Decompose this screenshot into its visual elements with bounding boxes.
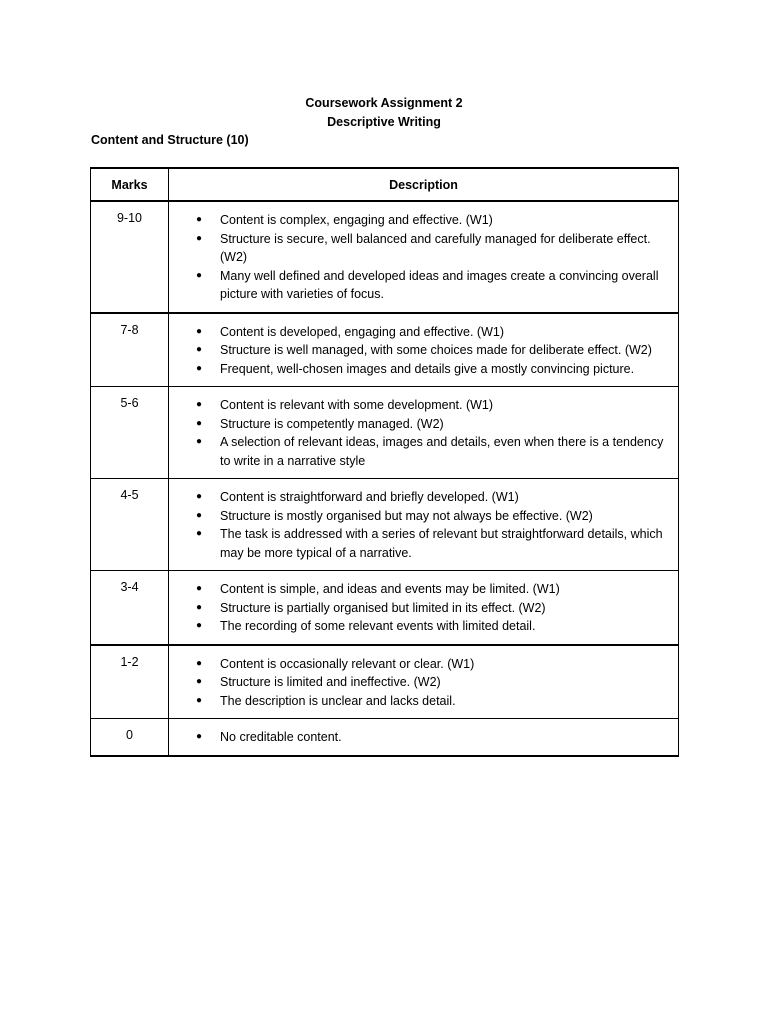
criteria-item: ● Structure is mostly organised but may not always be effective. (W2)	[169, 507, 670, 526]
table-row	[91, 201, 679, 313]
table-row	[91, 313, 679, 387]
marks-cell: 4-5	[91, 479, 169, 571]
title-line-1: Coursework Assignment 2	[305, 96, 463, 110]
criteria-list	[169, 580, 670, 636]
table-row	[91, 719, 679, 756]
criteria-item: ● Content is developed, engaging and effective. (W1)	[169, 323, 670, 342]
criteria-list	[169, 728, 670, 747]
marking-rubric-table	[90, 167, 679, 757]
criteria-item: ● Content is straightforward and briefly developed. (W1)	[169, 488, 670, 507]
marks-cell: 9-10	[91, 201, 169, 313]
marks-cell: 0	[91, 719, 169, 756]
table-row	[91, 387, 679, 479]
title-line-2: Descriptive Writing	[327, 115, 441, 129]
criteria-item: ● Structure is limited and ineffective. (W2)	[169, 673, 670, 692]
table-row	[91, 645, 679, 719]
marks-column-header: Marks	[91, 168, 169, 201]
criteria-item: ● Many well defined and developed ideas and images create a convincing overall picture with varieties of focus.	[169, 267, 670, 304]
criteria-item: ● Frequent, well-chosen images and details give a mostly convincing picture.	[169, 360, 670, 379]
description-cell	[169, 479, 679, 571]
page-title	[0, 94, 768, 132]
criteria-item: ● The task is addressed with a series of relevant but straightforward details, which may be more typical of a narrative.	[169, 525, 670, 562]
criteria-list	[169, 488, 670, 562]
criteria-item: ● Content is complex, engaging and effective. (W1)	[169, 211, 670, 230]
table-row	[91, 571, 679, 645]
criteria-item: ● Structure is competently managed. (W2)	[169, 415, 670, 434]
criteria-list	[169, 396, 670, 470]
table-header-row	[91, 168, 679, 201]
description-cell	[169, 571, 679, 645]
description-cell	[169, 719, 679, 756]
criteria-item: ● Structure is partially organised but limited in its effect. (W2)	[169, 599, 670, 618]
criteria-item: ● Structure is secure, well balanced and carefully managed for deliberate effect. (W2)	[169, 230, 670, 267]
criteria-item: ● Content is relevant with some development. (W1)	[169, 396, 670, 415]
marks-cell: 1-2	[91, 645, 169, 719]
criteria-item: ● Content is occasionally relevant or clear. (W1)	[169, 655, 670, 674]
criteria-item: ● Content is simple, and ideas and events may be limited. (W1)	[169, 580, 670, 599]
criteria-list	[169, 323, 670, 379]
description-cell	[169, 387, 679, 479]
criteria-list	[169, 211, 670, 304]
description-cell	[169, 201, 679, 313]
table-body	[91, 201, 679, 756]
criteria-item: ● The recording of some relevant events with limited detail.	[169, 617, 670, 636]
criteria-item: ● A selection of relevant ideas, images and details, even when there is a tendency to write in a narrative style	[169, 433, 670, 470]
table-row	[91, 479, 679, 571]
criteria-item: ● Structure is well managed, with some choices made for deliberate effect. (W2)	[169, 341, 670, 360]
marks-cell: 5-6	[91, 387, 169, 479]
description-column-header: Description	[169, 168, 679, 201]
marks-cell: 7-8	[91, 313, 169, 387]
criteria-item: ● The description is unclear and lacks detail.	[169, 692, 670, 711]
criteria-item: ● No creditable content.	[169, 728, 670, 747]
criteria-list	[169, 655, 670, 711]
description-cell	[169, 645, 679, 719]
section-heading: Content and Structure (10)	[91, 133, 249, 147]
description-cell	[169, 313, 679, 387]
marks-cell: 3-4	[91, 571, 169, 645]
